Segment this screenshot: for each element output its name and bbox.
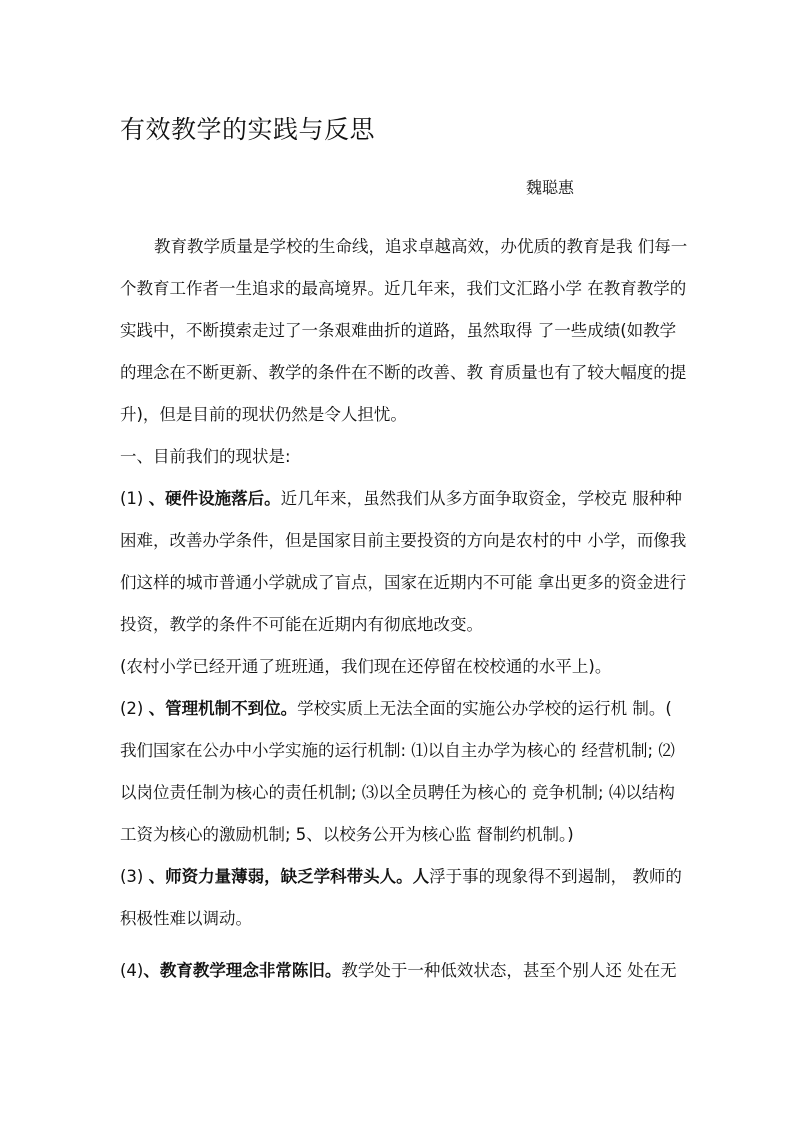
line-text: 教育教学质量是学校的生命线，追求卓越高效，办优质的教育是我 们每一 — [154, 237, 688, 256]
line-text: 们这样的城市普通小学就成了盲点，国家在近期内不可能 拿出更多的资金进行 — [120, 573, 687, 592]
line-text: 个教育工作者一生追求的最高境界。近几年来，我们文汇路小学 在教育教学的 — [120, 279, 687, 298]
list-number: (4) — [120, 961, 144, 980]
line-text: 实践中，不断摸索走过了一条艰难曲折的道路，虽然取得 了一些成绩(如教学 — [120, 321, 677, 340]
text-line — [120, 814, 690, 856]
text-line — [120, 394, 690, 436]
line-text: 困难，改善办学条件，但是国家目前主要投资的方向是农村的中 小学，而像我 — [120, 531, 687, 550]
text-line — [120, 562, 690, 604]
line-text: 的理念在不断更新、教学的条件在不断的改善、教 育质量也有了较大幅度的提 — [120, 363, 687, 382]
section-heading: 、师资力量薄弱，缺乏学科带头人。人 — [148, 867, 430, 886]
text-line — [120, 950, 690, 992]
line-text: (农村小学已经开通了班班通，我们现在还停留在校校通的水平上)。 — [120, 657, 612, 676]
line-text: 教学处于一种低效状态，甚至个别人还 处在无 — [341, 961, 677, 980]
section-heading: 、管理机制不到位。 — [148, 699, 298, 718]
line-text: 一、目前我们的现状是: — [120, 447, 291, 466]
text-line — [120, 772, 690, 814]
line-text: 浮于事的现象得不到遏制， 教师的 — [429, 867, 682, 886]
paragraph-gap — [120, 940, 690, 950]
line-text: 我们国家在公办中小学实施的运行机制: ⑴以自主办学为核心的 经营机制; ⑵ — [120, 741, 675, 760]
author-name: 魏聪惠 — [526, 178, 575, 197]
text-line — [120, 856, 690, 898]
text-line — [120, 730, 690, 772]
text-line — [120, 646, 690, 688]
text-line — [120, 688, 690, 730]
line-text: 投资，教学的条件不可能在近期内有彻底地改变。 — [120, 615, 483, 634]
text-line — [120, 310, 690, 352]
text-line — [120, 604, 690, 646]
text-line — [120, 268, 690, 310]
text-line — [120, 352, 690, 394]
text-line — [120, 478, 690, 520]
line-text: 学校实质上无法全面的实施公办学校的运行机 制。( — [297, 699, 672, 718]
text-line — [120, 898, 690, 940]
document-title: 有效教学的实践与反思 — [120, 115, 376, 144]
line-text: 以岗位责任制为核心的责任机制; ⑶以全员聘任为核心的 竞争机制; ⑷以结构 — [120, 783, 675, 802]
list-number: (1) — [120, 489, 149, 508]
line-text: 工资为核心的激励机制; 5、以校务公开为核心监 督制约机制。) — [120, 825, 574, 844]
text-line — [120, 226, 690, 268]
list-number: (2) — [120, 699, 149, 718]
section-heading: 、教育教学理念非常陈旧。 — [143, 961, 342, 980]
text-line — [120, 520, 690, 562]
document-body — [120, 226, 690, 992]
text-line — [120, 436, 690, 478]
line-text: 近几年来，虽然我们从多方面争取资金，学校克 服种种 — [280, 489, 682, 508]
list-number: (3) — [120, 867, 149, 886]
section-heading: 、硬件设施落后。 — [148, 489, 281, 508]
line-text: 积极性难以调动。 — [120, 909, 252, 928]
line-text: 升)，但是目前的现状仍然是令人担忧。 — [120, 405, 407, 424]
